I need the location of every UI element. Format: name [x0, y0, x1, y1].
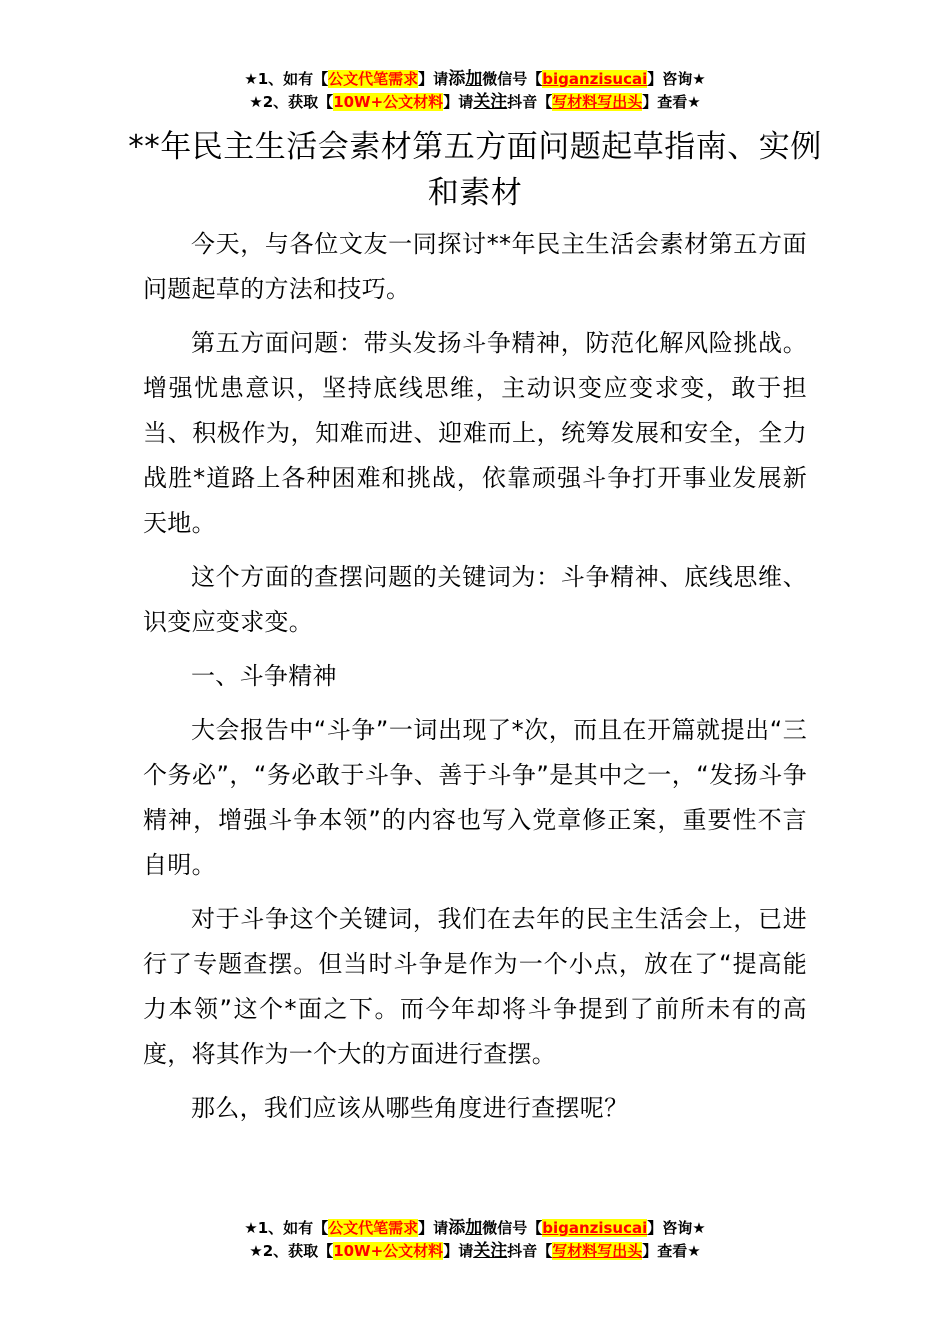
promo-text: 添 [448, 69, 466, 89]
document-body [143, 222, 807, 1140]
paragraph: 那么，我们应该从哪些角度进行查摆呢？ [191, 1094, 629, 1122]
promo-text: ★2、获取【 [249, 1242, 334, 1260]
promo-banner-bottom [0, 1217, 950, 1263]
promo-text: 】请 [418, 1219, 449, 1237]
promo-text: 】咨询★ [647, 1219, 706, 1237]
promo-text: 关注 [473, 1241, 508, 1261]
wechat-id-link[interactable]: biganzisucai [542, 70, 648, 88]
paragraph: 今天，与各位文友一同探讨**年民主生活会素材第五方面问题起草的方法和技巧。 [143, 230, 807, 303]
wechat-id-link[interactable]: biganzisucai [542, 1219, 648, 1237]
promo-text: 加 [465, 1218, 483, 1238]
promo-line-2 [0, 1240, 950, 1263]
promo-text: 】咨询★ [647, 70, 706, 88]
promo-line-2 [0, 91, 950, 114]
promo-text: 】请 [418, 70, 449, 88]
promo-text: ★1、如有【 [244, 1219, 329, 1237]
paragraph: 这个方面的查摆问题的关键词为：斗争精神、底线思维、识变应变求变。 [143, 563, 807, 636]
document-title: **年民主生活会素材第五方面问题起草指南、实例和素材 [128, 129, 822, 211]
promo-line-1 [0, 1217, 950, 1240]
promo-text: 添 [448, 1218, 466, 1238]
promo-text: 抖音【 [507, 1242, 553, 1260]
highlight-writing-service: 公文代笔需求 [328, 70, 419, 88]
highlight-writing-service: 公文代笔需求 [328, 1219, 419, 1237]
promo-text: 】查看★ [642, 1242, 701, 1260]
promo-text: 抖音【 [507, 93, 553, 111]
highlight-materials: 10W+公文材料 [333, 1242, 444, 1260]
promo-text: ★2、获取【 [249, 93, 334, 111]
promo-text: 】请 [443, 93, 474, 111]
promo-text: 加 [465, 69, 483, 89]
douyin-account-link[interactable]: 写材料写出头 [552, 93, 643, 111]
highlight-materials: 10W+公文材料 [333, 93, 444, 111]
promo-text: 】查看★ [642, 93, 701, 111]
douyin-account-link[interactable]: 写材料写出头 [552, 1242, 643, 1260]
promo-banner-top [0, 68, 950, 114]
paragraph: 对于斗争这个关键词，我们在去年的民主生活会上，已进行了专题查摆。但当时斗争是作为一个小点，放在了“提高能力本领”这个*面之下。而今年却将斗争提到了前所未有的高度，将其作为一个大的方面进行查摆。 [143, 905, 807, 1068]
promo-text: 微信号【 [482, 1219, 543, 1237]
paragraph: 大会报告中“斗争”一词出现了*次，而且在开篇就提出“三个务必”，“务必敢于斗争、善于斗争”是其中之一，“发扬斗争精神，增强斗争本领”的内容也写入党章修正案，重要性不言自明。 [143, 716, 807, 879]
section-heading: 一、斗争精神 [191, 662, 337, 690]
promo-line-1 [0, 68, 950, 91]
promo-text: 关注 [473, 92, 508, 112]
paragraph: 第五方面问题：带头发扬斗争精神，防范化解风险挑战。增强忧患意识，坚持底线思维，主动识变应变求变，敢于担当、积极作为，知难而进、迎难而上，统筹发展和安全，全力战胜*道路上各种困难和挑战，依靠顽强斗争打开事业发展新天地。 [143, 329, 807, 537]
promo-text: 】请 [443, 1242, 474, 1260]
promo-text: ★1、如有【 [244, 70, 329, 88]
promo-text: 微信号【 [482, 70, 543, 88]
